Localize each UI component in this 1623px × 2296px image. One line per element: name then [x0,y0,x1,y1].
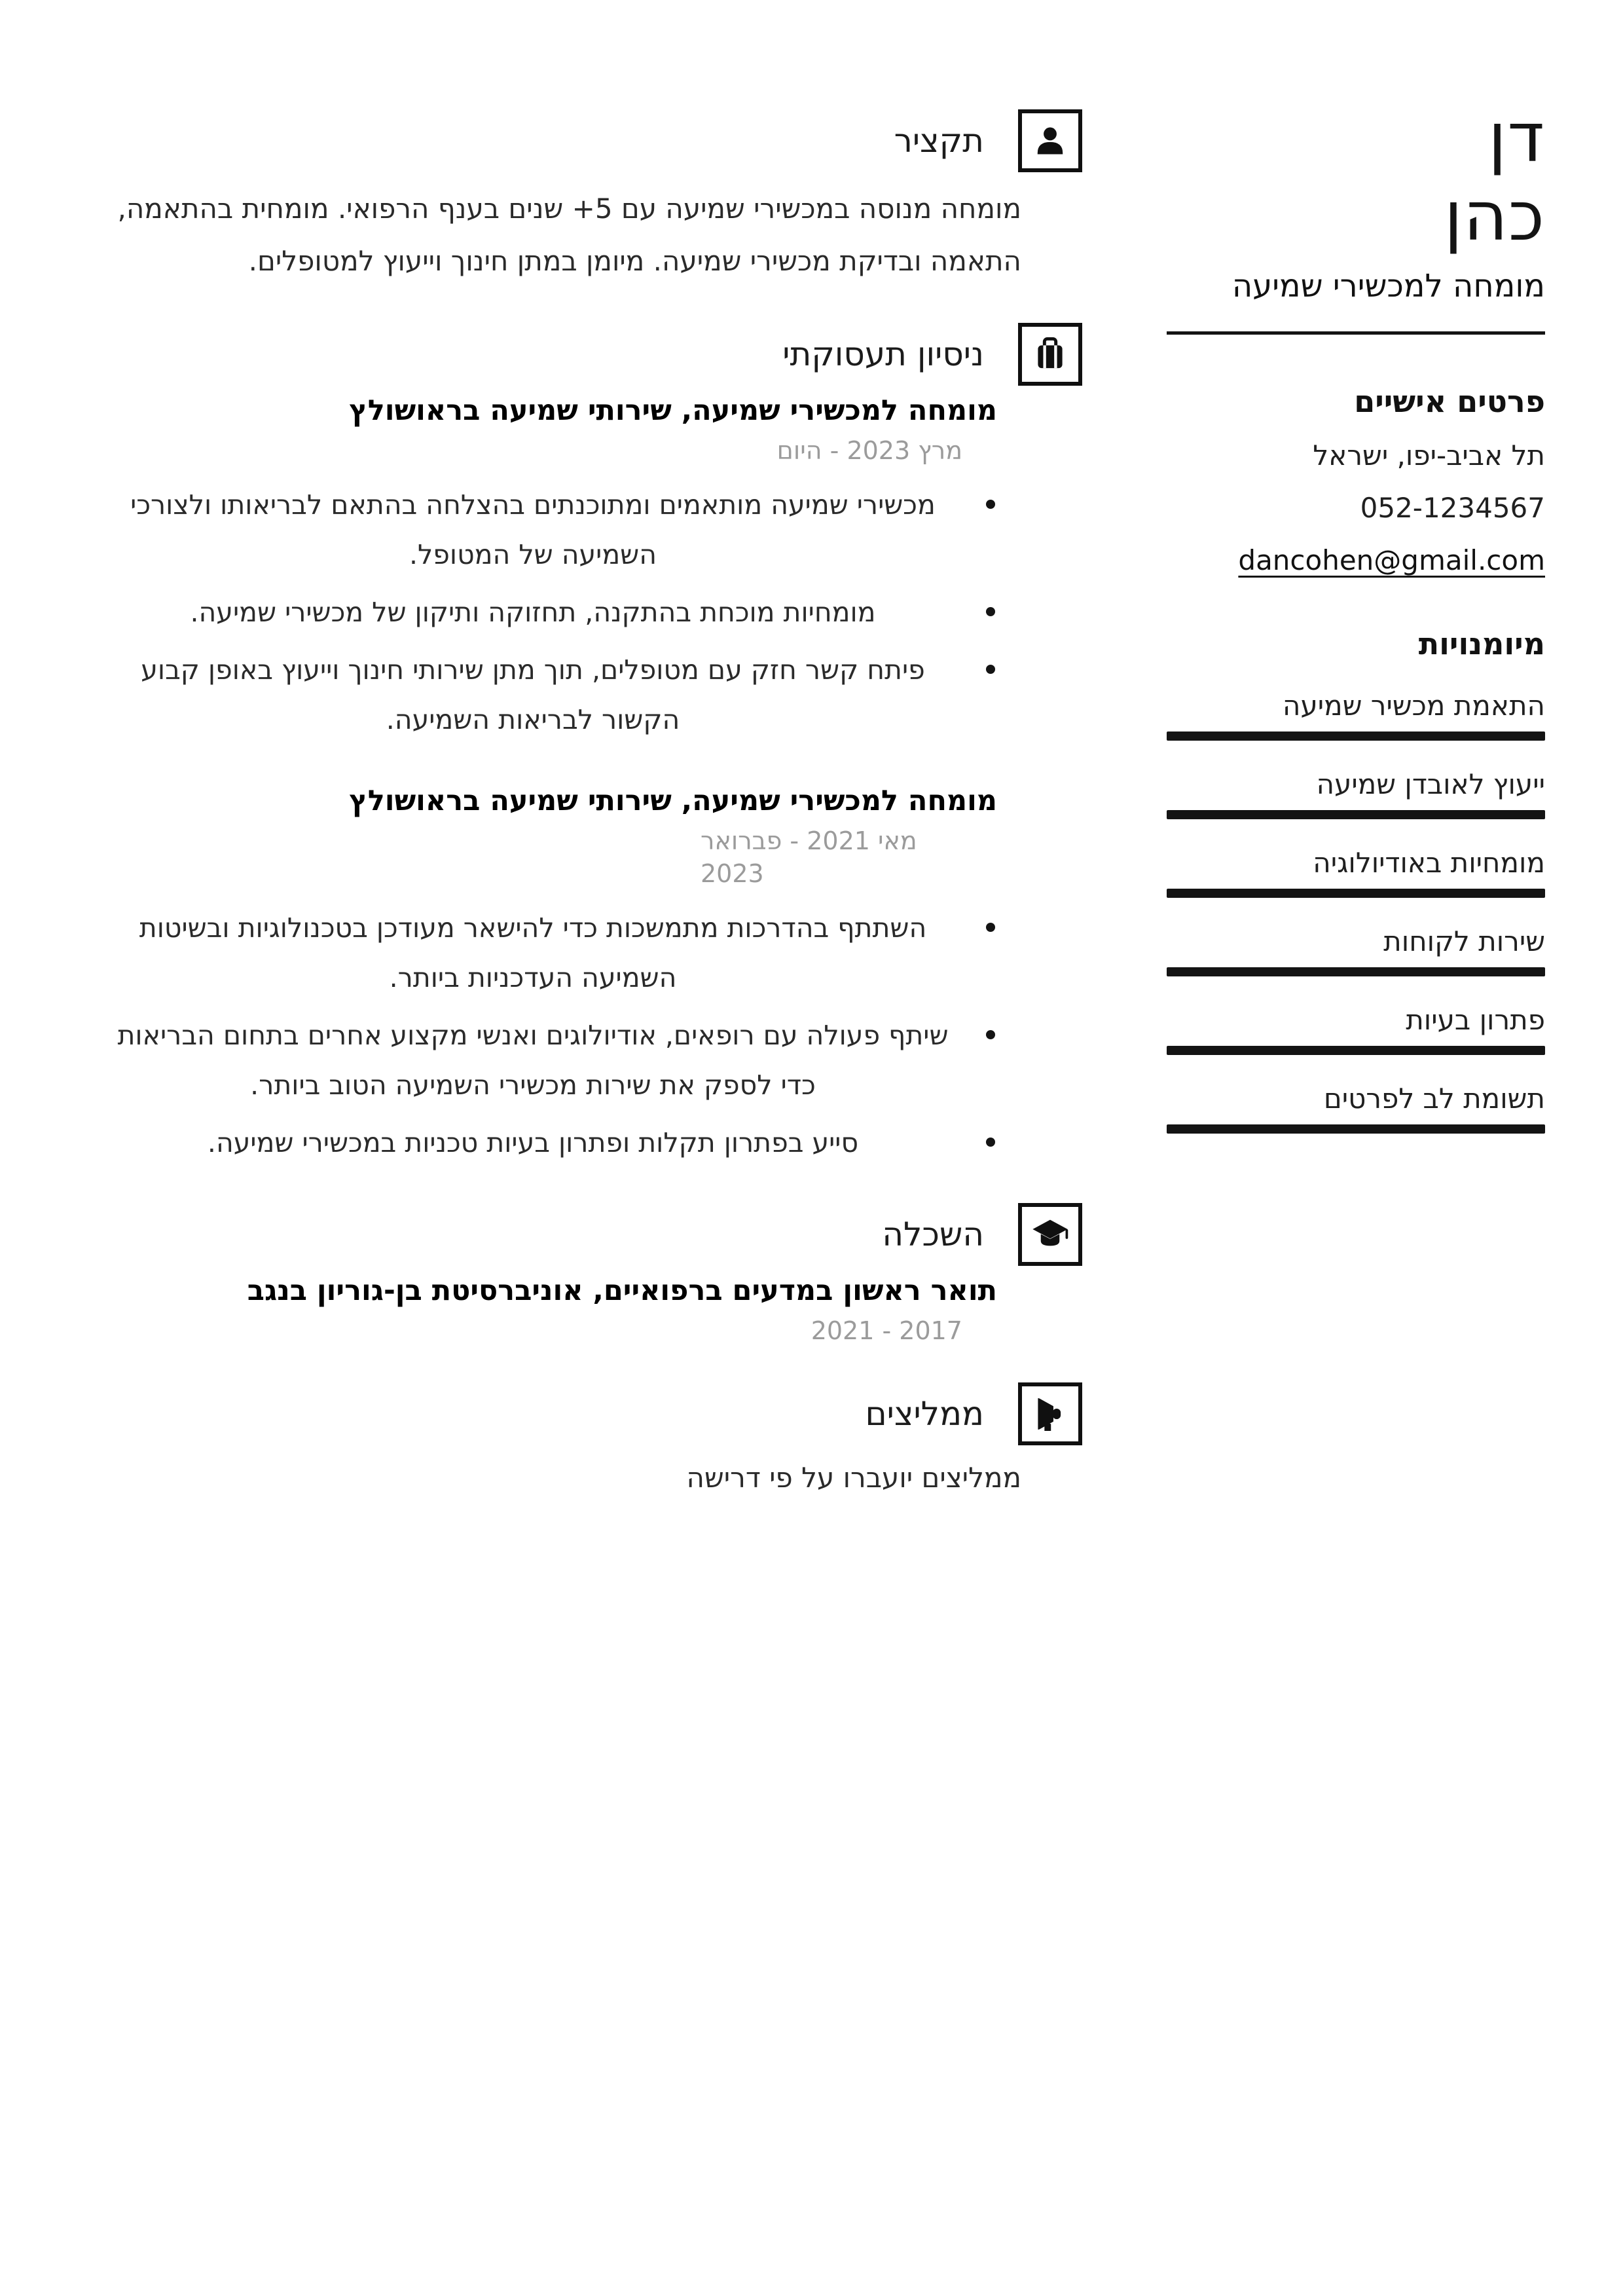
skill-item [1167,1083,1545,1134]
references-icon-box [1018,1382,1082,1445]
job-entry [105,783,1082,1168]
bullet-item [105,480,995,580]
bullet-dot-icon [986,607,995,616]
contact-heading: פרטים אישיים [1354,384,1545,419]
bullet-text: שיתף פעולה עם רופאים, אודיולוגים ואנשי מקצוע אחרים בתחום הבריאות כדי לספק את שירות מכשירי השמיעה הטוב ביותר. [117,1020,949,1101]
bullet-dot-icon [986,923,995,932]
person-name [1167,98,1545,255]
skills-list [1167,690,1545,1134]
bullet-text: פיתח קשר חזק עם מטופלים, תוך מתן שירותי חינוך וייעוץ באופן קבוע הקשור לבריאות השמיעה. [141,654,925,735]
skill-label: פתרון בעיות [1406,1004,1545,1036]
skill-label: תשומת לב לפרטים [1323,1083,1545,1115]
contact-phone: 052-1234567 [1360,492,1545,524]
bullet-text: סייע בפתרון תקלות ופתרון בעיות טכניות במכשירי שמיעה. [207,1127,859,1158]
job-entry [105,392,1082,745]
experience-header [105,323,1082,386]
experience-section [105,323,1082,1168]
graduation-cap-icon [1030,1214,1070,1255]
summary-text: מומחה מנוסה במכשירי שמיעה עם 5+ שנים בענף הרפואי. מומחית בהתאמה, התאמה ובדיקת מכשירי שמיעה. מיומן במתן חינוך וייעוץ למטופלים. [117,193,1021,277]
skill-label: שירות לקוחות [1383,925,1545,957]
bullet-dot-icon [986,500,995,509]
skill-level-bar [1167,810,1545,819]
job-bullets [105,480,1082,745]
skill-label: מומחיות באודיולוגיה [1313,847,1545,879]
bullet-text: מכשירי שמיעה מותאמים ומתוכנתים בהצלחה בהתאם לבריאותו ולצורכי השמיעה של המטופל. [130,489,936,570]
skill-item [1167,925,1545,976]
email-link[interactable]: dancohen@gmail.com [1238,544,1545,576]
skill-item [1167,1004,1545,1055]
bullet-text: מומחיות מוכחת בהתקנה, תחזוקה ותיקון של מכשירי שמיעה. [190,597,876,628]
job-dates: מאי 2021 - פברואר 2023 [701,826,917,888]
person-icon [1030,120,1070,161]
job-dates: מרץ 2023 - היום [776,436,962,465]
references-heading: ממליצים [865,1395,984,1433]
skill-level-bar [1167,731,1545,741]
bullet-text: השתתף בהדרכות מתמשכות כדי להישאר מעודכן בטכנולוגיות ובשיטות השמיעה העדכניות ביותר. [139,912,927,993]
job-title: מומחה למכשירי שמיעה, שירותי שמיעה בראושולץ [349,394,997,427]
bullet-item [105,587,995,637]
education-heading: השכלה [882,1215,984,1253]
degree-title: תואר ראשון במדעים ברפואיים, אוניברסיטת בן-גוריון בנגב [247,1274,997,1307]
person-first-name: דן [1487,98,1545,177]
skill-level-bar [1167,1124,1545,1134]
skill-level-bar [1167,889,1545,898]
job-title: מומחה למכשירי שמיעה, שירותי שמיעה בראושולץ [349,785,997,817]
skill-label: ייעוץ לאובדן שמיעה [1316,768,1545,800]
summary-header [105,109,1082,172]
education-section [105,1203,1082,1347]
education-entry [105,1272,1082,1347]
bullet-dot-icon [986,1138,995,1147]
references-text: ממליצים יועברו על פי דרישה [686,1462,1021,1494]
skill-item [1167,847,1545,898]
bullet-dot-icon [986,1030,995,1039]
megaphone-icon [1030,1394,1070,1434]
skill-label: התאמת מכשיר שמיעה [1283,690,1545,722]
bullet-item [105,1010,995,1110]
bullet-item [105,903,995,1003]
summary-section [105,109,1082,287]
experience-icon-box [1018,323,1082,386]
education-icon-box [1018,1203,1082,1266]
person-last-name: כהן [1444,176,1545,256]
main-column [105,109,1082,1496]
skill-level-bar [1167,967,1545,976]
summary-icon-box [1018,109,1082,172]
skill-item [1167,690,1545,741]
briefcase-icon [1030,334,1070,375]
sidebar [1167,98,1545,1134]
experience-heading: ניסיון תעסוקתי [782,335,984,373]
education-header [105,1203,1082,1266]
contact-location: תל אביב-יפו, ישראל [1313,439,1545,472]
bullet-item [105,645,995,745]
references-header [105,1382,1082,1445]
contact-email [1167,544,1545,577]
summary-heading: תקציר [894,122,984,160]
education-dates: 2017 - 2021 [811,1316,962,1345]
job-bullets [105,903,1082,1168]
sidebar-divider [1167,331,1545,335]
skills-heading: מיומנויות [1418,626,1545,661]
skill-item [1167,768,1545,819]
person-job-title: מומחה למכשירי שמיעה [1231,268,1545,305]
bullet-dot-icon [986,665,995,674]
bullet-item [105,1118,995,1168]
skill-level-bar [1167,1046,1545,1055]
references-section [105,1382,1082,1496]
